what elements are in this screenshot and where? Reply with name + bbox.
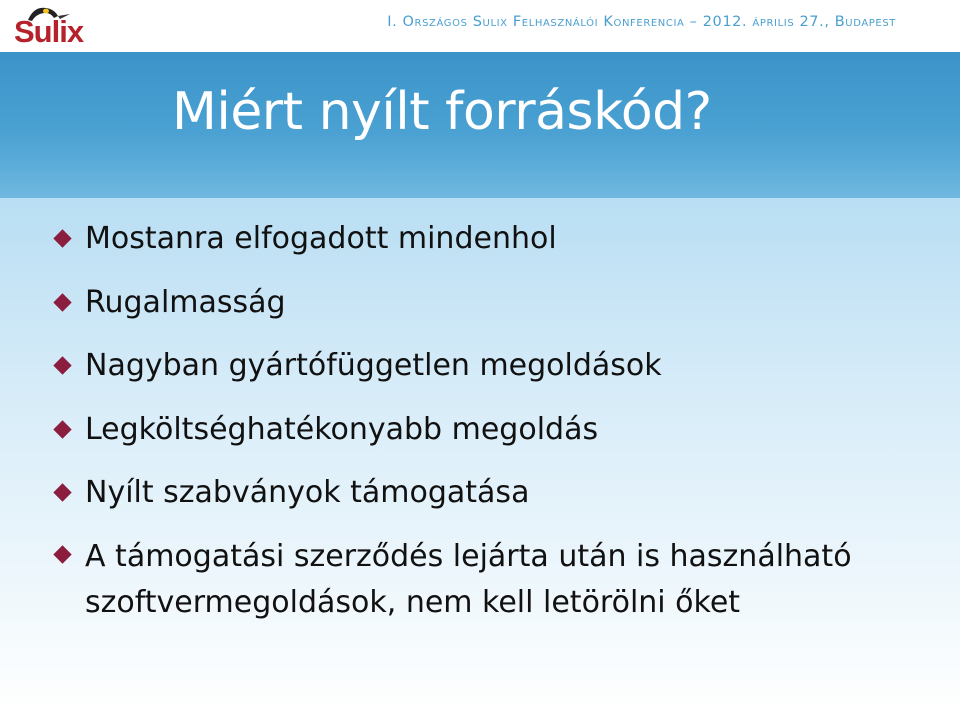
bullet-text: A támogatási szerződés lejárta után is használható szoftvermegoldások, nem kell letörölni őket: [85, 538, 852, 620]
sulix-logo: [10, 2, 110, 48]
title-band: [0, 52, 960, 198]
bullet-item: [52, 472, 932, 514]
bullet-item: [52, 282, 932, 324]
bullet-text: Mostanra elfogadott mindenhol: [85, 221, 557, 256]
bullet-item: [52, 345, 932, 387]
conference-header: I. Országos Sulix Felhasználói Konferencia – 2012. április 27., Budapest: [387, 14, 896, 30]
slide-title: Miért nyílt forráskód?: [172, 82, 712, 142]
bullet-text: Rugalmasság: [85, 284, 286, 320]
diamond-bullet-icon: [53, 420, 71, 438]
diamond-bullet-icon: [53, 545, 71, 563]
bullet-item: [52, 534, 932, 626]
slide-content: [0, 198, 960, 713]
bullet-text: Legköltséghatékonyabb megoldás: [85, 411, 599, 447]
bullet-text: Nyílt szabványok támogatása: [85, 475, 530, 510]
diamond-bullet-icon: [53, 356, 71, 374]
bullet-item: [52, 409, 932, 451]
bullet-text: Nagyban gyártófüggetlen megoldások: [85, 348, 662, 383]
bullet-item: [52, 218, 932, 260]
top-bar: [0, 0, 960, 52]
logo-text: Sulix: [14, 14, 84, 49]
diamond-bullet-icon: [53, 483, 71, 501]
diamond-bullet-icon: [53, 293, 71, 311]
diamond-bullet-icon: [53, 229, 71, 247]
bullet-list: [52, 218, 932, 647]
